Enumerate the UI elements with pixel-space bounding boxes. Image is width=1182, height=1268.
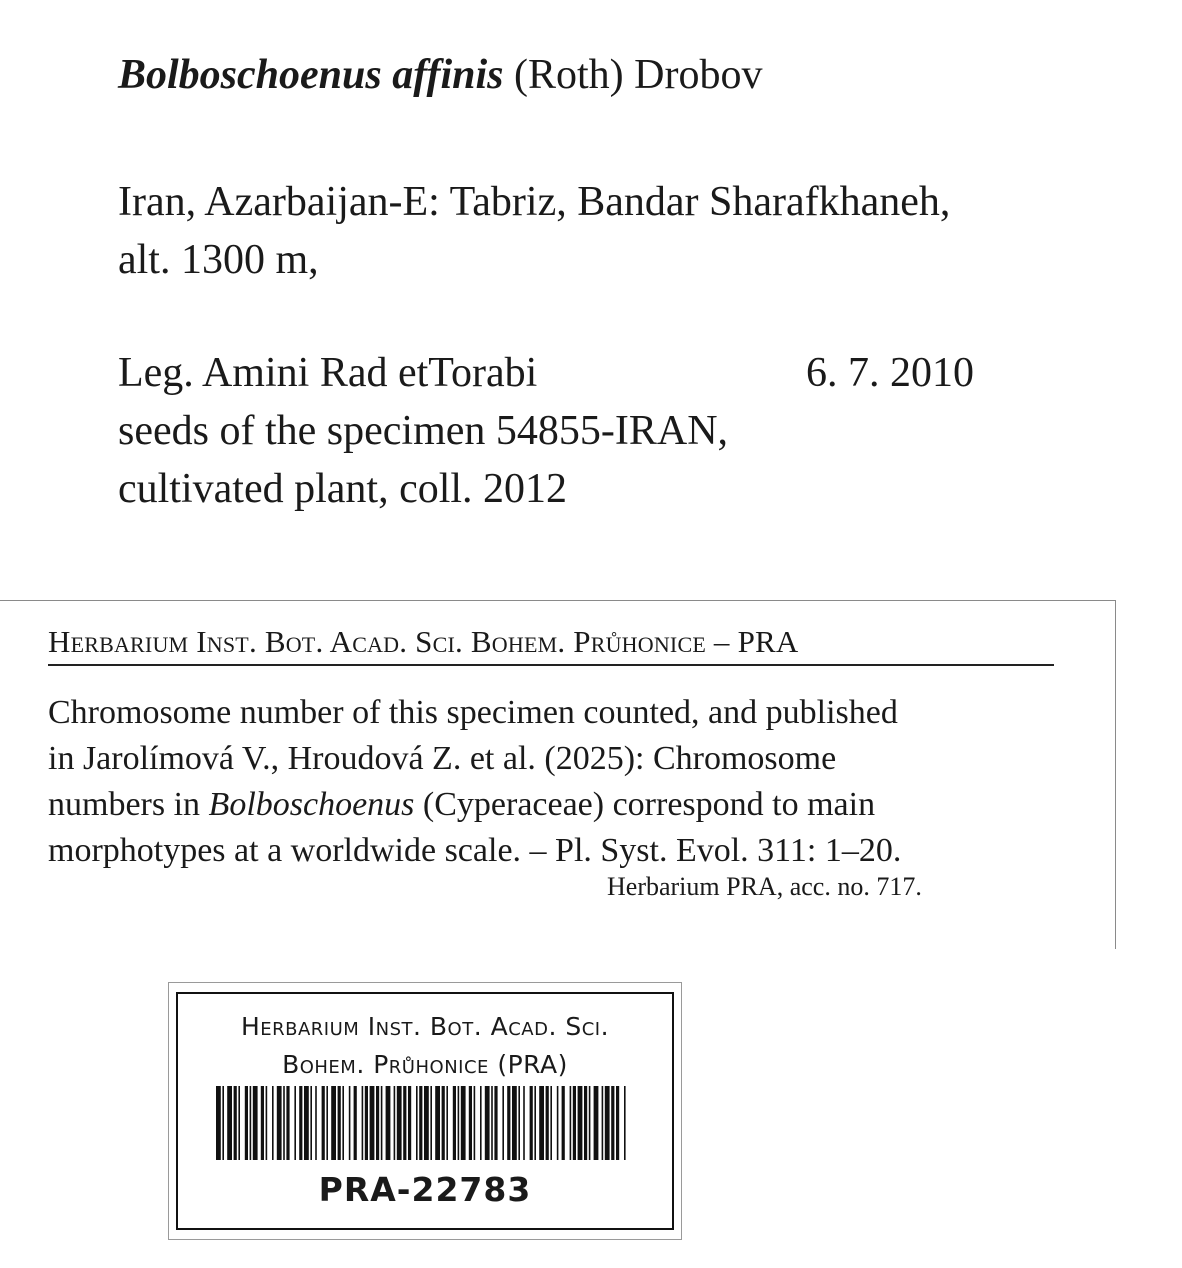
collection-date: 6. 7. 2010 (806, 350, 974, 396)
locality-line-1: Iran, Azarbaijan-E: Tabriz, Bandar Sharafkhaneh, (118, 179, 951, 225)
locality (118, 173, 950, 289)
line3-post: (Cyperaceae) correspond to main (414, 786, 876, 823)
locality-line-2: alt. 1300 m, (118, 237, 319, 283)
chromosome-text-line-2: in Jarolímová V., Hroudová Z. et al. (2025): Chromosome (48, 740, 837, 777)
chromosome-text-line-4: morphotypes at a worldwide scale. – Pl. Syst. Evol. 311: 1–20. (48, 832, 902, 869)
accession-number: Herbarium PRA, acc. no. 717. (607, 872, 922, 901)
line3-pre: numbers in (48, 786, 209, 823)
seed-note-line-1: seeds of the specimen 54855-IRAN, (118, 408, 729, 454)
collection-info (118, 344, 1118, 518)
taxon-name (118, 52, 762, 98)
collector: Leg. Amini Rad etTorabi (118, 350, 538, 396)
chromosome-label-header: Herbarium Inst. Bot. Acad. Sci. Bohem. Průhonice – PRA (48, 624, 1054, 666)
seed-note-line-2: cultivated plant, coll. 2012 (118, 466, 568, 512)
barcode-header-line-2: Bohem. Průhonice (PRA) (282, 1050, 568, 1079)
taxon-genus: Bolboschoenus (118, 52, 382, 98)
barcode-label-header (176, 1008, 674, 1084)
chromosome-text-line-1: Chromosome number of this specimen counted, and published (48, 694, 898, 731)
taxon-epithet: affinis (392, 52, 504, 98)
chromosome-text-line-3 (48, 782, 901, 828)
barcode-header-line-1: Herbarium Inst. Bot. Acad. Sci. (240, 1012, 610, 1041)
taxon-authority: (Roth) Drobov (514, 52, 763, 98)
line3-genus: Bolboschoenus (208, 786, 415, 823)
barcode-number: PRA-22783 (318, 1170, 532, 1209)
barcode-icon (216, 1086, 626, 1160)
chromosome-label-text (48, 690, 901, 874)
